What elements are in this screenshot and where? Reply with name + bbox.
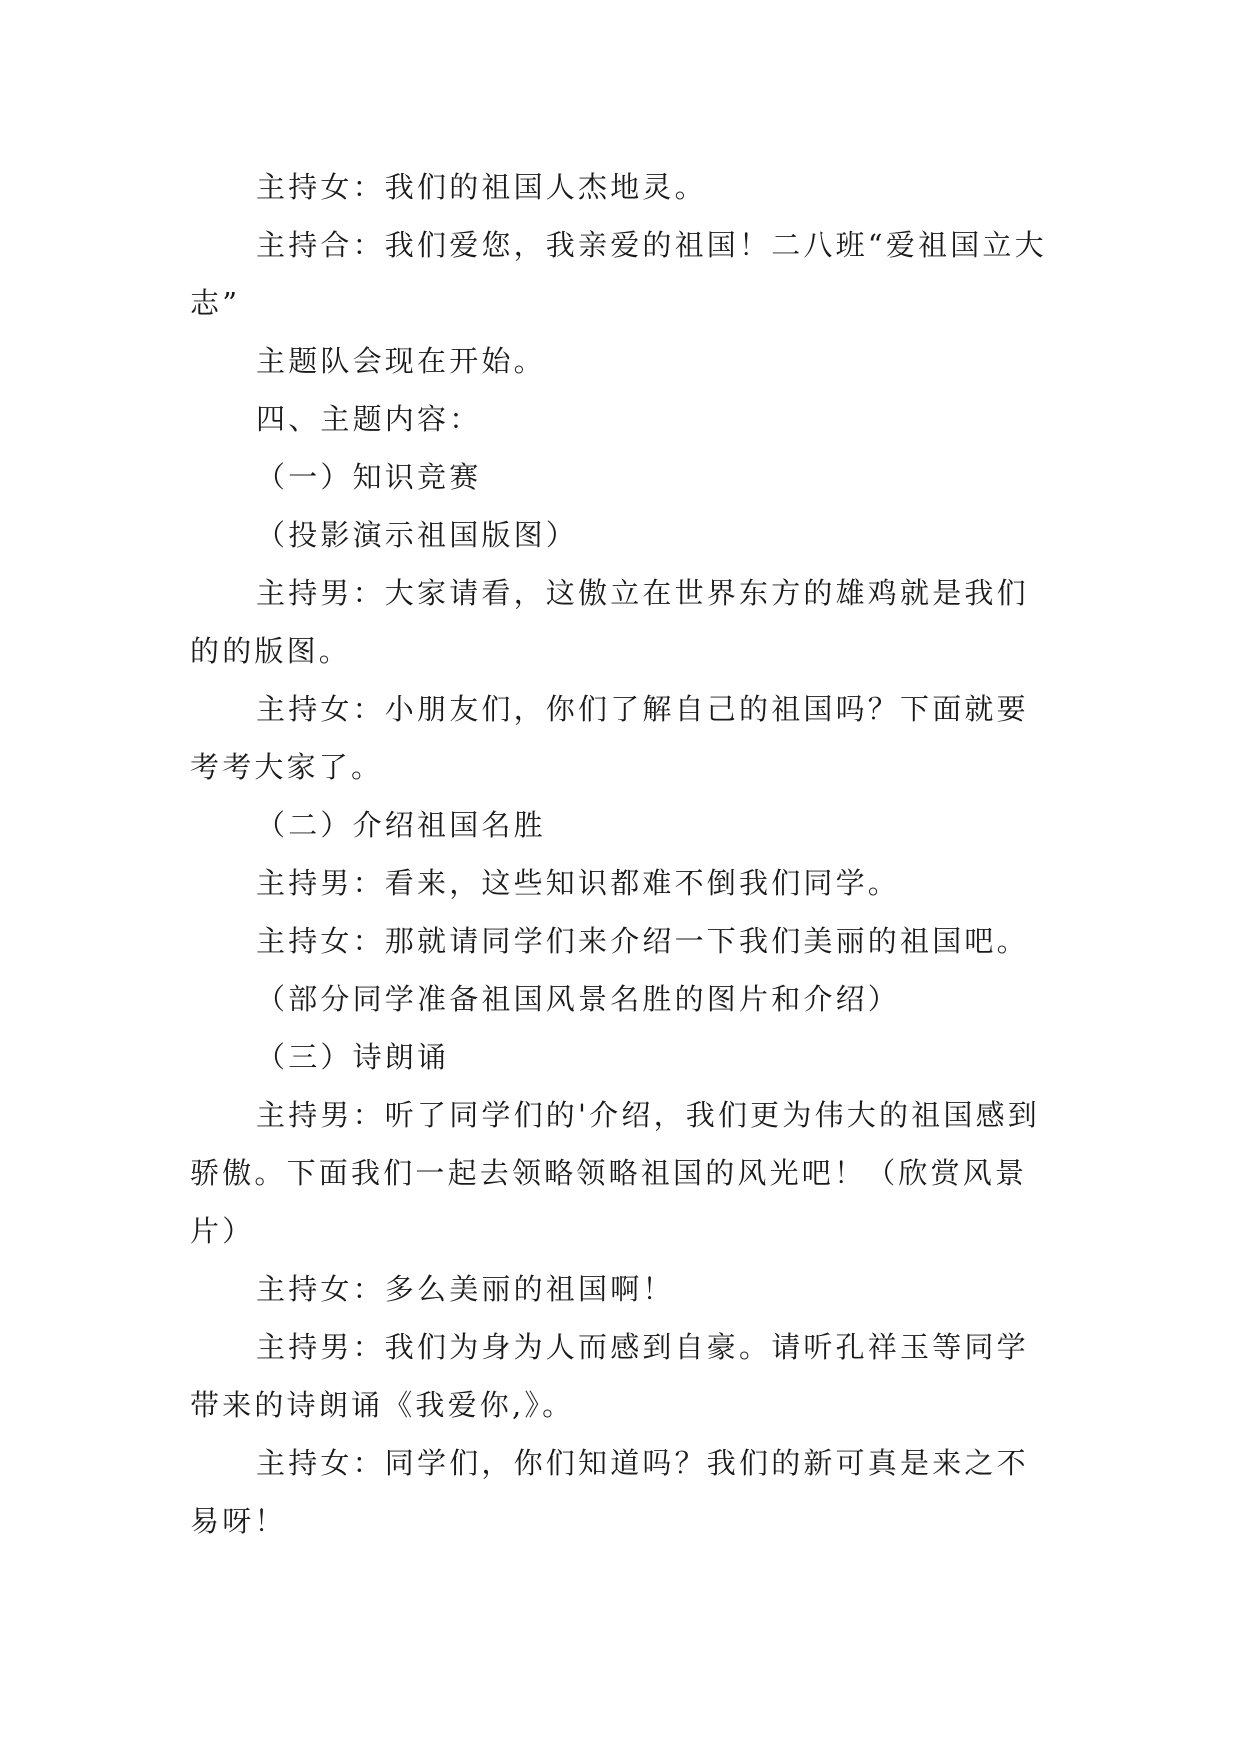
paragraph: 主持女：那就请同学们来介绍一下我们美丽的祖国吧。 [256,924,1029,958]
paragraph: 主持男：我们为身为人而感到自豪。请听孔祥玉等同学带来的诗朗诵《我爱你,》。 [190,1330,1029,1422]
paragraph: 主题队会现在开始。 [256,344,546,378]
stage-direction: （部分同学准备祖国风景名胜的图片和介绍） [256,982,901,1016]
subsection-heading: （三）诗朗诵 [256,1040,450,1074]
paragraph: 主持女：小朋友们，你们了解自己的祖国吗？下面就要考考大家了。 [190,692,1029,784]
subsection-heading: （一）知识竞赛 [256,460,482,494]
paragraph: 主持女：多么美丽的祖国啊！ [256,1272,675,1306]
paragraph: 主持男：大家请看，这傲立在世界东方的雄鸡就是我们的的版图。 [190,576,1029,668]
paragraph: 主持男：听了同学们的'介绍，我们更为伟大的祖国感到骄傲。下面我们一起去领略领略祖国的风光吧！（欣赏风景片） [190,1098,1040,1248]
paragraph: 主持男：看来，这些知识都难不倒我们同学。 [256,866,901,900]
subsection-heading: （二）介绍祖国名胜 [256,808,546,842]
section-heading: 四、主题内容： [256,402,482,436]
stage-direction: （投影演示祖国版图） [256,518,579,552]
paragraph: 主持女：我们的祖国人杰地灵。 [256,170,707,204]
paragraph: 主持女：同学们，你们知道吗？我们的新可真是来之不易呀！ [190,1446,1029,1538]
paragraph: 主持合：我们爱您，我亲爱的祖国！二八班“爱祖国立大志” [190,228,1047,320]
document-body [190,158,1050,1550]
